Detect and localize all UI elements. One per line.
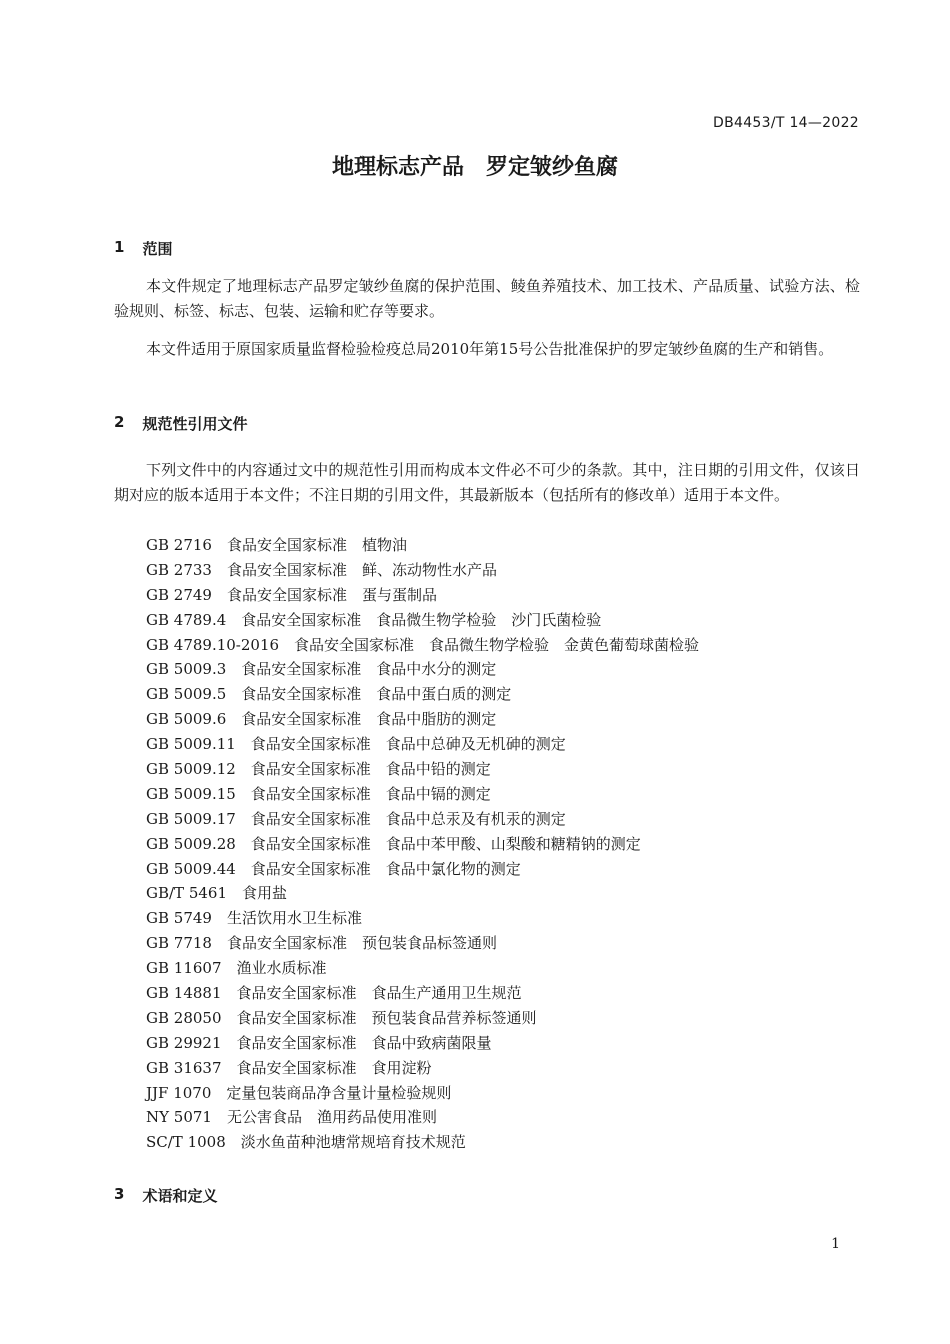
references-intro-paragraph: 下列文件中的内容通过文中的规范性引用而构成本文件必不可少的条款。其中，注日期的引用文件，仅该日期对应的版本适用于本文件；不注日期的引用文件，其最新版本（包括所有的修改单）适用于本文件。 bbox=[114, 461, 860, 504]
reference-item: GB 4789.10-2016 食品安全国家标准 食品微生物学检验 金黄色葡萄球菌检验 bbox=[146, 635, 700, 654]
document-id: DB4453/T 14—2022 bbox=[713, 115, 859, 131]
reference-item: NY 5071 无公害食品 渔用药品使用准则 bbox=[146, 1108, 437, 1127]
reference-item: GB 5009.11 食品安全国家标准 食品中总砷及无机砷的测定 bbox=[146, 735, 566, 754]
scope-paragraph-1: 本文件规定了地理标志产品罗定皱纱鱼腐的保护范围、鲮鱼养殖技术、加工技术、产品质量、试验方法、检验规则、标签、标志、包装、运输和贮存等要求。 bbox=[114, 277, 860, 320]
reference-item: JJF 1070 定量包装商品净含量计量检验规则 bbox=[146, 1083, 452, 1102]
reference-item: GB 2733 食品安全国家标准 鲜、冻动物性水产品 bbox=[146, 560, 497, 579]
section-3-title: 术语和定义 bbox=[142, 1187, 218, 1205]
reference-item: GB 14881 食品安全国家标准 食品生产通用卫生规范 bbox=[146, 984, 522, 1003]
section-2-title: 规范性引用文件 bbox=[142, 415, 248, 433]
page-number: 1 bbox=[831, 1236, 840, 1252]
reference-item: GB 2716 食品安全国家标准 植物油 bbox=[146, 536, 407, 554]
section-3-number: 3 bbox=[114, 1185, 125, 1203]
reference-item: GB 5009.17 食品安全国家标准 食品中总汞及有机汞的测定 bbox=[146, 809, 566, 828]
reference-item: GB 5009.12 食品安全国家标准 食品中铅的测定 bbox=[146, 760, 491, 779]
scope-paragraph-2: 本文件适用于原国家质量监督检验检疫总局2010年第15号公告批准保护的罗定皱纱鱼腐的生产和销售。 bbox=[146, 340, 834, 358]
reference-item: GB 28050 食品安全国家标准 预包装食品营养标签通则 bbox=[146, 1008, 537, 1027]
reference-item: GB 7718 食品安全国家标准 预包装食品标签通则 bbox=[146, 934, 497, 953]
section-1-number: 1 bbox=[114, 238, 125, 256]
reference-item: GB 11607 渔业水质标准 bbox=[146, 959, 327, 978]
reference-item: GB 31637 食品安全国家标准 食用淀粉 bbox=[146, 1058, 432, 1077]
section-2-heading bbox=[114, 413, 247, 434]
reference-item: GB 4789.4 食品安全国家标准 食品微生物学检验 沙门氏菌检验 bbox=[146, 610, 602, 629]
reference-item: SC/T 1008 淡水鱼苗种池塘常规培育技术规范 bbox=[146, 1133, 466, 1152]
section-1-heading bbox=[114, 238, 172, 259]
section-1-title: 范围 bbox=[142, 240, 173, 258]
reference-item: GB 5009.44 食品安全国家标准 食品中氯化物的测定 bbox=[146, 859, 521, 878]
document-title: 地理标志产品 罗定皱纱鱼腐 bbox=[331, 155, 618, 180]
reference-item: GB 5009.3 食品安全国家标准 食品中水分的测定 bbox=[146, 660, 497, 679]
reference-item: GB 5009.5 食品安全国家标准 食品中蛋白质的测定 bbox=[146, 685, 512, 704]
reference-item: GB 2749 食品安全国家标准 蛋与蛋制品 bbox=[146, 585, 437, 604]
section-2-number: 2 bbox=[114, 413, 125, 431]
reference-item: GB 5009.28 食品安全国家标准 食品中苯甲酸、山梨酸和糖精钠的测定 bbox=[146, 834, 641, 853]
section-3-heading bbox=[114, 1185, 217, 1206]
reference-item: GB 5009.15 食品安全国家标准 食品中镉的测定 bbox=[146, 784, 491, 803]
reference-item: GB 29921 食品安全国家标准 食品中致病菌限量 bbox=[146, 1033, 492, 1052]
reference-item: GB 5749 生活饮用水卫生标准 bbox=[146, 909, 362, 928]
reference-item: GB 5009.6 食品安全国家标准 食品中脂肪的测定 bbox=[146, 710, 497, 729]
reference-list bbox=[146, 533, 699, 1155]
reference-item: GB/T 5461 食用盐 bbox=[146, 884, 288, 903]
